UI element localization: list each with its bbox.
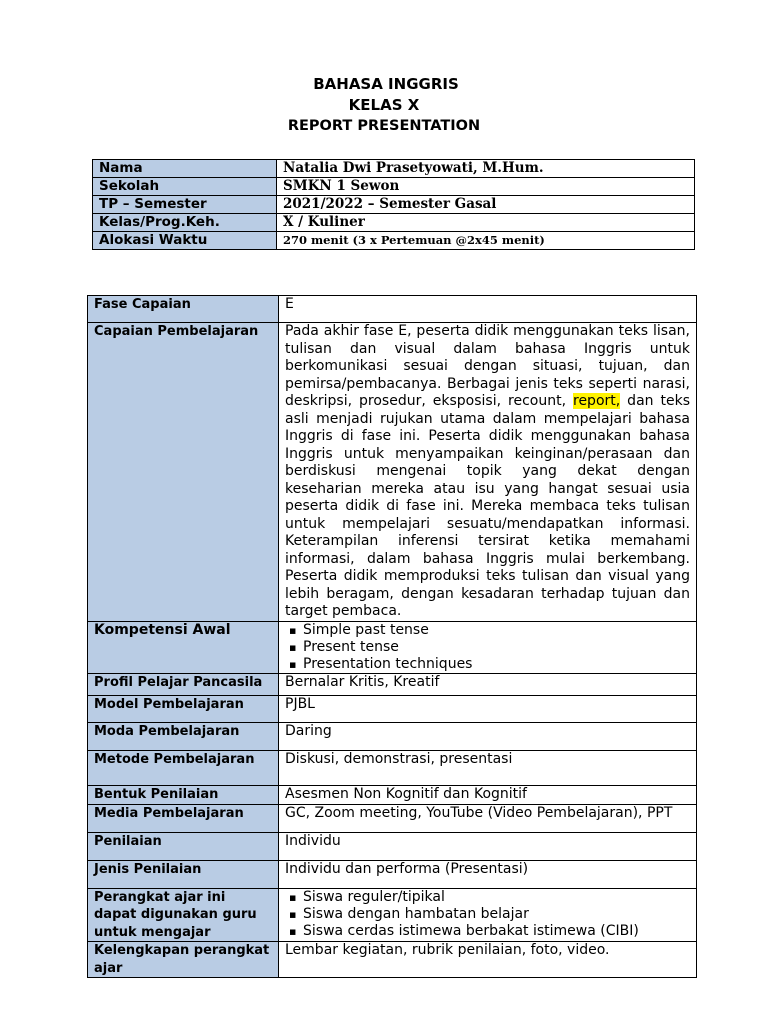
list-item: ▪ Siswa dengan hambatan belajar: [303, 906, 690, 923]
capaian-text: [279, 323, 697, 622]
detail-row-jenis: [88, 860, 697, 888]
detail-value: Lembar kegiatan, rubrik penilaian, foto, video.: [279, 942, 697, 978]
detail-value: Individu dan performa (Presentasi): [279, 860, 697, 888]
detail-row-fase: [88, 296, 697, 323]
identity-row: [93, 196, 695, 214]
detail-row-penilaian: [88, 832, 697, 860]
detail-label: Moda Pembelajaran: [88, 722, 279, 750]
highlighted-word: report,: [573, 393, 621, 409]
list-item: ▪ Presentation techniques: [303, 656, 690, 673]
list-item: ▪ Present tense: [303, 639, 690, 656]
class-title: KELAS X: [348, 96, 420, 114]
detail-list-cell: [279, 888, 697, 942]
detail-row-model: [88, 695, 697, 722]
detail-row-perangkat: [88, 888, 697, 942]
detail-list-cell: [279, 621, 697, 673]
identity-label: TP – Semester: [93, 196, 277, 214]
capaian-text-before: Pada akhir fase E, peserta didik menggunakan teks lisan, tulisan dan visual dalam bahasa Inggris untuk berkomunikasi sesuai dengan situasi, tujuan, dan pemirsa/pembacanya. Berbagai jenis teks seperti narasi, deskripsi, prosedur, eksposisi, recount,: [285, 323, 690, 409]
detail-row-kelengkapan: [88, 942, 697, 978]
detail-value: Individu: [279, 832, 697, 860]
identity-value: Natalia Dwi Prasetyowati, M.Hum.: [277, 160, 695, 178]
detail-label: Kelengkapan perangkat ajar: [88, 942, 279, 978]
identity-value: 270 menit (3 x Pertemuan @2x45 menit): [277, 232, 695, 250]
detail-value: Daring: [279, 722, 697, 750]
identity-label: Kelas/Prog.Keh.: [93, 214, 277, 232]
document-title-block: [0, 74, 768, 137]
identity-table: [92, 159, 695, 250]
detail-label: Kompetensi Awal: [88, 621, 279, 673]
detail-label: Metode Pembelajaran: [88, 750, 279, 785]
subject-title: BAHASA INGGRIS: [313, 75, 459, 93]
kompetensi-list: [285, 622, 690, 673]
identity-value: SMKN 1 Sewon: [277, 178, 695, 196]
detail-row-bentuk: [88, 785, 697, 804]
detail-row-moda: [88, 722, 697, 750]
identity-value: X / Kuliner: [277, 214, 695, 232]
detail-row-profil: [88, 673, 697, 695]
identity-label: Nama: [93, 160, 277, 178]
identity-row: [93, 232, 695, 250]
detail-label: Capaian Pembelajaran: [88, 323, 279, 622]
identity-label: Sekolah: [93, 178, 277, 196]
detail-row-metode: [88, 750, 697, 785]
detail-label: Media Pembelajaran: [88, 804, 279, 832]
list-item: ▪ Simple past tense: [303, 622, 690, 639]
identity-row: [93, 214, 695, 232]
detail-value: GC, Zoom meeting, YouTube (Video Pembelajaran), PPT: [279, 804, 697, 832]
identity-value: 2021/2022 – Semester Gasal: [277, 196, 695, 214]
identity-label: Alokasi Waktu: [93, 232, 277, 250]
detail-row-media: [88, 804, 697, 832]
list-item: ▪ Siswa cerdas istimewa berbakat istimewa (CIBI): [303, 923, 690, 940]
capaian-text-after: dan teks asli menjadi rujukan utama dalam mempelajari bahasa Inggris di fase ini. Peserta didik menggunakan bahasa Inggris untuk menyampaikan keinginan/perasaan dan berdiskusi mengenai topik yang dekat dengan keseharian mereka atau isu yang hangat sesuai usia peserta didik di fase ini. Mereka membaca teks tulisan untuk mempelajari sesuatu/mendapatkan informasi. Keterampilan inferensi tersirat ketika memahami informasi, dalam bahasa Inggris mulai berkembang. Peserta didik memproduksi teks tulisan dan visual yang lebih beragam, dengan kesadaran terhadap tujuan dan target pembaca.: [285, 393, 690, 619]
detail-value: Diskusi, demonstrasi, presentasi: [279, 750, 697, 785]
detail-label: Bentuk Penilaian: [88, 785, 279, 804]
topic-title: REPORT PRESENTATION: [287, 118, 481, 134]
detail-label: Profil Pelajar Pancasila: [88, 673, 279, 695]
detail-label: Model Pembelajaran: [88, 695, 279, 722]
detail-label: Perangkat ajar ini dapat digunakan guru untuk mengajar: [88, 888, 279, 942]
learning-details-table: [87, 295, 697, 978]
list-item: ▪ Siswa reguler/tipikal: [303, 889, 690, 906]
detail-value: Asesmen Non Kognitif dan Kognitif: [279, 785, 697, 804]
detail-value: PJBL: [279, 695, 697, 722]
perangkat-list: [285, 889, 690, 940]
detail-row-kompetensi: [88, 621, 697, 673]
detail-label: Fase Capaian: [88, 296, 279, 323]
detail-value: Bernalar Kritis, Kreatif: [279, 673, 697, 695]
detail-label: Jenis Penilaian: [88, 860, 279, 888]
detail-label: Penilaian: [88, 832, 279, 860]
identity-row: [93, 178, 695, 196]
detail-row-capaian: [88, 323, 697, 622]
identity-row: [93, 160, 695, 178]
detail-value: E: [279, 296, 697, 323]
